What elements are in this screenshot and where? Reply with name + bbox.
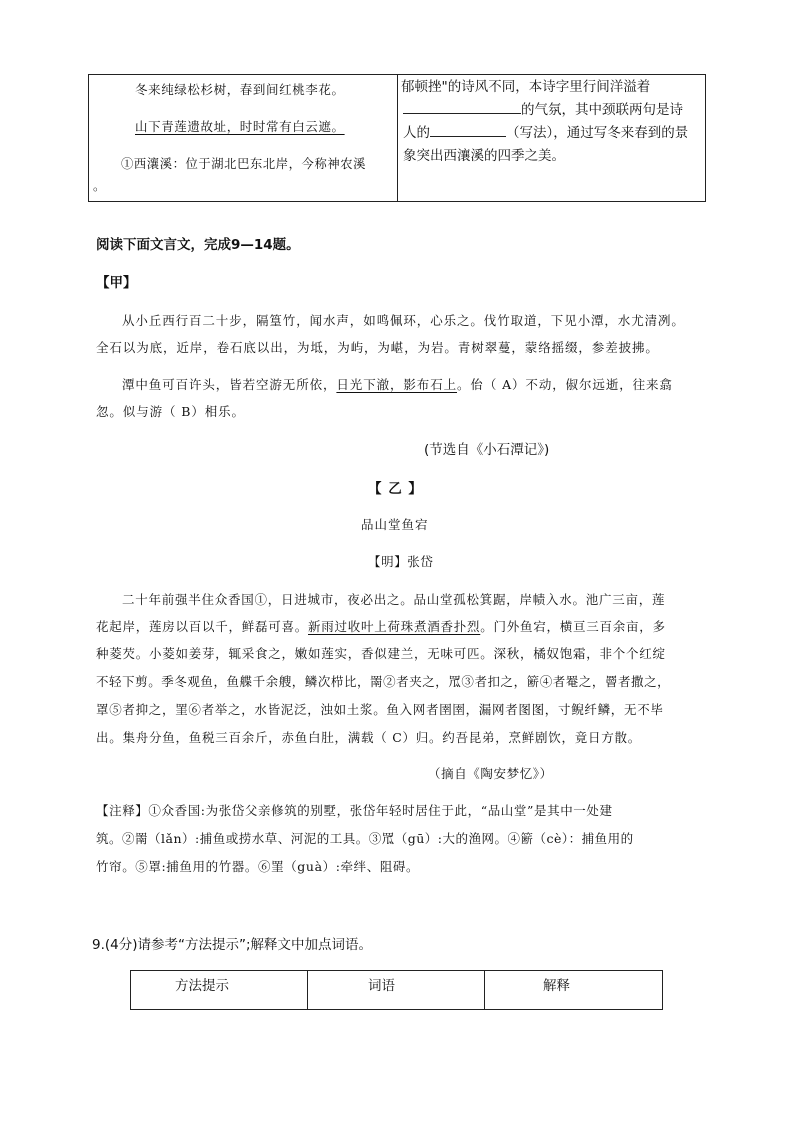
notes-line-1: 【注释】①众香国:为张岱父亲修筑的别墅，张岱年轻时居住于此，“品山堂”是其中一处建 (96, 803, 613, 818)
jia-p2-text-b: 。佁（ A）不动，俶尔远逝，往来翕 (457, 377, 673, 392)
yi-line-2-a: 花起岸，莲房以百以千，鲜磊可喜。 (96, 619, 309, 634)
question-9: 9.(4分)请参考“方法提示”;解释文中加点词语。 (92, 937, 373, 953)
poem-line-2: 山下青莲遗故址，时时常有白云遮。 (135, 119, 345, 134)
section-yi-label: 【 乙 】 (368, 481, 423, 497)
analysis-line-2 (403, 99, 683, 122)
jia-p1-line-2: 全石以为底，近岸，卷石底以出，为坻，为屿，为嵁，为岩。青树翠蔓，蒙络摇缀，参差披拂。 (96, 340, 659, 355)
analysis-line-3-suffix: （写法），通过写冬来春到的景 (506, 125, 689, 141)
yi-line-5: 罩⑤者抑之，罣⑥者举之，水皆泥泛，浊如土浆。鱼入网者圉圉，漏网者图图，寸鲵纤鳞，无不毕 (96, 702, 664, 717)
answer-table (130, 970, 663, 1010)
yi-line-4: 不轻下剪。季冬观鱼，鱼艓千余艘，鳞次栉比，罱②者夹之，罛③者扣之，簖④者罨之，罾者撒之， (96, 674, 671, 689)
notes-line-2: 筑。②罱（lǎn）:捕鱼或捞水草、河泥的工具。③罛（gū）:大的渔网。④簖（cè）：捕鱼用的 (96, 831, 634, 846)
yi-author: 【明】张岱 (368, 554, 434, 569)
yi-title: 品山堂鱼宕 (361, 517, 429, 532)
header-word: 词语 (368, 978, 395, 994)
poem-note-line-1: ①西瀼溪：位于湖北巴东北岸，今称神农溪 (121, 157, 367, 171)
poem-analysis-table (88, 74, 706, 202)
jia-p2-line-1 (122, 371, 673, 399)
section-jia-label: 【甲】 (96, 275, 137, 291)
poem-line-1: 冬来纯绿松杉树，春到间红桃李花。 (135, 82, 345, 97)
jia-p1-line-1: 从小丘西行百二十步，隔篁竹，闻水声，如鸣佩环，心乐之。伐竹取道，下见小潭，水尤清冽。 (122, 313, 685, 328)
yi-line-2-b: 。门外鱼宕，横亘三百余亩，多 (480, 619, 666, 634)
analysis-line-3-prefix: 人的 (403, 125, 430, 141)
header-method-hint: 方法提示 (175, 978, 229, 994)
jia-underlined-phrase: 日光下澈，影布石上 (336, 377, 458, 392)
analysis-line-1: 郁顿挫"的诗风不同，本诗字里行间洋溢着 (401, 79, 651, 95)
reading-instruction: 阅读下面文言文，完成9—14题。 (96, 237, 300, 253)
analysis-line-3 (403, 122, 688, 145)
answer-blank-1[interactable] (403, 101, 521, 114)
poem-note-line-2: 。 (93, 178, 107, 193)
yi-line-3: 种菱芡。小菱如姜芽，辄采食之，嫩如莲实，香似建兰，无味可匹。深秋，橘奴饱霜，非个个红绽 (96, 646, 666, 661)
jia-source: (节选自《小石潭记》) (424, 442, 550, 458)
answer-blank-2[interactable] (430, 124, 506, 137)
jia-p2-line-2: 忽。似与游（ B）相乐。 (96, 404, 245, 419)
yi-underlined-phrase: 新雨过收叶上荷珠煮酒香扑烈 (308, 619, 481, 634)
jia-p2-text-a: 潭中鱼可百许头，皆若空游无所依， (122, 377, 337, 392)
yi-line-2 (96, 613, 666, 641)
header-explanation: 解释 (543, 978, 570, 994)
yi-source: （摘自《陶安梦忆》） (428, 766, 553, 781)
answer-table-col-divider-2 (484, 971, 485, 1009)
notes-line-3: 竹帘。⑤罩:捕鱼用的竹器。⑥罣（guà）:牵绊、阻碍。 (96, 859, 420, 874)
yi-line-6: 出。集舟分鱼，鱼税三百余斤，赤鱼白肚，满载（ C）归。约吾昆弟，烹鲜剧饮，竟日方散。 (96, 730, 642, 745)
answer-table-col-divider-1 (307, 971, 308, 1009)
yi-line-1: 二十年前强半住众香国①，日进城市，夜必出之。品山堂孤松箕踞，岸帻入水。池广三亩，莲 (122, 592, 666, 607)
analysis-line-2-text: 的气氛，其中颈联两句是诗 (521, 102, 683, 118)
table-divider (397, 75, 398, 201)
analysis-line-4: 象突出西瀼溪的四季之美。 (403, 148, 565, 164)
